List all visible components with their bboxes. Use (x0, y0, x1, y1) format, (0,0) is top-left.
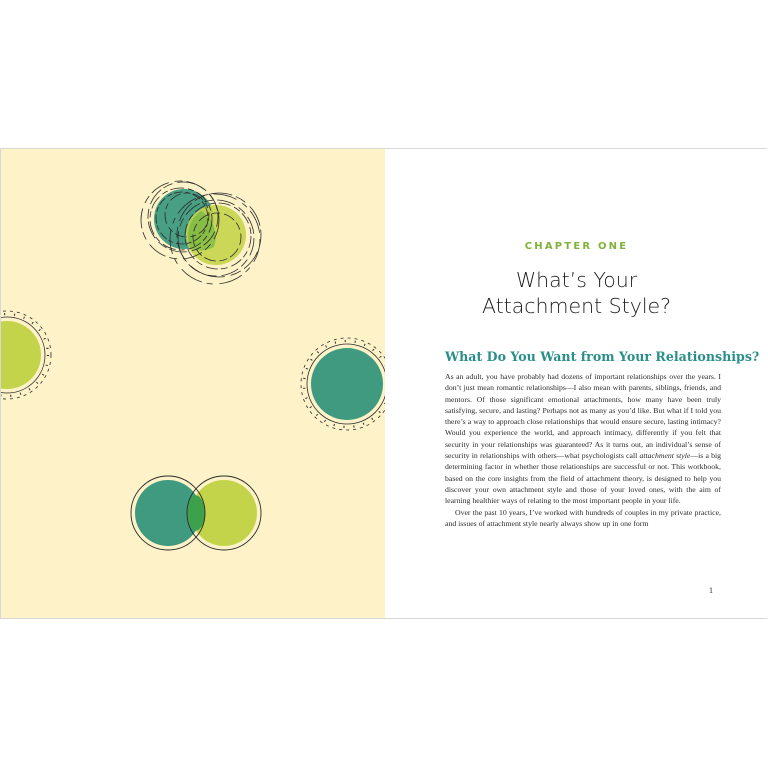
paragraph-1-text-b: —is a big determining factor in whether those relationships are successful or not. This workbook, based on the core insights from the field of attachment theory, is designed to help you discover your own attachment style and those of your loved ones, with the aim of learning healthier ways of relating to the most important people in your life. (445, 451, 721, 506)
chapter-title-line-2: Attachment Style? (481, 294, 672, 318)
chapter-title-line-1: What’s Your (515, 268, 638, 292)
paragraph-1-text-a: As an adult, you have probably had dozens of important relationships over the years. I don’t just mean romantic relationships—I also mean with parents, siblings, friends, and mentors. Of those significant emotional attachments, how many have been truly satisfying, secure, and lasting? Perhaps not as many as you’d like. But what if I told you there’s a way to approach close relationships that would ensure secure, lasting intimacy? Would you experience the world, and approach intimacy, differently if you felt that security in your relationships was guaranteed? As it turns out, an individual’s sense of security in relationships with others—what psychologists call (445, 372, 721, 461)
body-text (445, 371, 721, 529)
page-number: 1 (709, 586, 713, 595)
lime-circle-with-barbed-wire (1, 311, 51, 399)
abstract-circles-illustration (1, 149, 385, 618)
right-page-text (385, 149, 768, 618)
left-page-illustration (1, 149, 385, 618)
body-paragraph-2: Over the past 10 years, I’ve worked with hundreds of couples in my private practice, and issues of attachment style nearly always show up in one form (445, 507, 721, 528)
chapter-title (385, 267, 768, 319)
venn-teal-lime-circles (131, 476, 261, 550)
paragraph-1-emphasis: attachment style (639, 451, 691, 461)
section-heading: What Do You Want from Your Relationships? (445, 349, 760, 364)
teal-circle-with-barbed-wire (301, 338, 385, 430)
chapter-label: CHAPTER ONE (524, 241, 629, 252)
overlapping-circles-with-scribble-rings (141, 181, 261, 284)
book-spread (0, 148, 767, 619)
body-paragraph-1 (445, 371, 721, 507)
